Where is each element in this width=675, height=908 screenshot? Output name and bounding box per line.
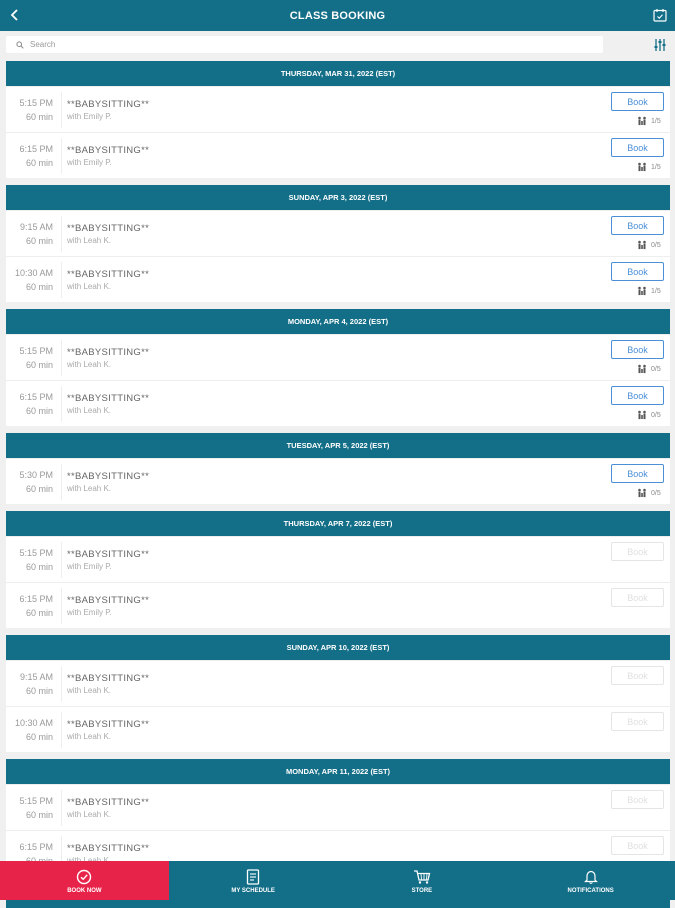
people-icon <box>636 487 648 499</box>
class-row <box>6 458 670 504</box>
row-divider <box>61 262 62 298</box>
row-divider <box>61 790 62 826</box>
class-name: **BABYSITTING** <box>67 595 150 606</box>
day-section <box>6 759 670 876</box>
class-row <box>6 536 670 582</box>
day-section <box>6 185 670 302</box>
row-divider <box>61 138 62 174</box>
calendar-button[interactable] <box>651 6 669 24</box>
book-button[interactable]: Book <box>611 386 664 405</box>
row-divider <box>61 542 62 578</box>
bottom-nav <box>0 861 675 900</box>
capacity-count: 0/5 <box>651 489 661 497</box>
book-button[interactable]: Book <box>611 790 664 809</box>
day-header: TUESDAY, APR 5, 2022 (EST) <box>6 433 670 458</box>
class-name: **BABYSITTING** <box>67 223 150 234</box>
nav-label: STORE <box>411 887 433 894</box>
class-name: **BABYSITTING** <box>67 549 150 560</box>
class-row <box>6 132 670 178</box>
class-row <box>6 86 670 132</box>
page-title: CLASS BOOKING <box>289 9 386 22</box>
class-instructor: with Emily P. <box>67 562 112 571</box>
book-button[interactable]: Book <box>611 138 664 157</box>
class-time: 10:30 AM <box>14 718 53 728</box>
nav-label: NOTIFICATIONS <box>567 887 614 894</box>
capacity-indicator <box>636 363 661 375</box>
book-button[interactable]: Book <box>611 262 664 281</box>
search-icon <box>12 37 28 53</box>
people-icon <box>636 115 648 127</box>
filter-sliders-icon <box>653 38 667 52</box>
bell-icon <box>582 868 600 886</box>
row-divider <box>61 666 62 702</box>
class-duration: 60 min <box>25 112 53 122</box>
day-header: MONDAY, APR 11, 2022 (EST) <box>6 759 670 784</box>
capacity-indicator <box>636 409 661 421</box>
class-time: 5:15 PM <box>19 548 53 558</box>
capacity-indicator <box>636 239 661 251</box>
filter-button[interactable] <box>650 36 670 53</box>
day-section <box>6 61 670 178</box>
class-time: 9:15 AM <box>19 672 53 682</box>
day-section <box>6 511 670 628</box>
header-bar <box>0 0 675 31</box>
class-instructor: with Emily P. <box>67 112 112 121</box>
class-time: 5:15 PM <box>19 98 53 108</box>
class-time: 10:30 AM <box>14 268 53 278</box>
row-divider <box>61 92 62 128</box>
search-input[interactable] <box>30 40 590 49</box>
capacity-count: 1/5 <box>651 163 661 171</box>
class-row <box>6 660 670 706</box>
book-button[interactable]: Book <box>611 836 664 855</box>
class-time: 6:15 PM <box>19 144 53 154</box>
day-header: THURSDAY, MAR 31, 2022 (EST) <box>6 61 670 86</box>
class-duration: 60 min <box>25 686 53 696</box>
class-instructor: with Leah K. <box>67 236 112 245</box>
class-name: **BABYSITTING** <box>67 843 150 854</box>
row-divider <box>61 712 62 748</box>
class-instructor: with Leah K. <box>67 686 112 695</box>
capacity-count: 1/5 <box>651 287 661 295</box>
class-name: **BABYSITTING** <box>67 393 150 404</box>
class-row <box>6 784 670 830</box>
class-time: 6:15 PM <box>19 842 53 852</box>
class-time: 9:15 AM <box>19 222 53 232</box>
class-duration: 60 min <box>25 484 53 494</box>
class-duration: 60 min <box>25 236 53 246</box>
row-divider <box>61 588 62 624</box>
class-duration: 60 min <box>25 360 53 370</box>
class-duration: 60 min <box>25 282 53 292</box>
class-name: **BABYSITTING** <box>67 673 150 684</box>
book-button[interactable]: Book <box>611 340 664 359</box>
book-button[interactable]: Book <box>611 588 664 607</box>
capacity-count: 0/5 <box>651 411 661 419</box>
class-time: 6:15 PM <box>19 392 53 402</box>
people-icon <box>636 239 648 251</box>
class-row <box>6 256 670 302</box>
class-name: **BABYSITTING** <box>67 719 150 730</box>
people-icon <box>636 285 648 297</box>
nav-book-now[interactable] <box>0 861 169 900</box>
nav-label: MY SCHEDULE <box>231 887 275 894</box>
chevron-left-icon <box>10 9 20 21</box>
nav-my-schedule[interactable] <box>169 861 338 900</box>
capacity-indicator <box>636 487 661 499</box>
class-instructor: with Leah K. <box>67 282 112 291</box>
class-instructor: with Leah K. <box>67 484 112 493</box>
capacity-count: 0/5 <box>651 365 661 373</box>
book-button[interactable]: Book <box>611 712 664 731</box>
nav-label: BOOK NOW <box>67 887 102 894</box>
class-row <box>6 582 670 628</box>
class-row <box>6 334 670 380</box>
day-header: SUNDAY, APR 10, 2022 (EST) <box>6 635 670 660</box>
class-time: 5:15 PM <box>19 796 53 806</box>
class-duration: 60 min <box>25 732 53 742</box>
day-section <box>6 635 670 752</box>
class-duration: 60 min <box>25 562 53 572</box>
search-bar <box>6 36 603 53</box>
class-name: **BABYSITTING** <box>67 471 150 482</box>
class-list[interactable] <box>6 61 670 858</box>
people-icon <box>636 409 648 421</box>
book-button[interactable]: Book <box>611 542 664 561</box>
capacity-indicator <box>636 285 661 297</box>
class-row <box>6 706 670 752</box>
people-icon <box>636 363 648 375</box>
class-instructor: with Emily P. <box>67 608 112 617</box>
class-name: **BABYSITTING** <box>67 145 150 156</box>
class-instructor: with Leah K. <box>67 406 112 415</box>
capacity-count: 0/5 <box>651 241 661 249</box>
row-divider <box>61 340 62 376</box>
class-instructor: with Emily P. <box>67 158 112 167</box>
book-button[interactable]: Book <box>611 464 664 483</box>
capacity-count: 1/5 <box>651 117 661 125</box>
row-divider <box>61 216 62 252</box>
class-instructor: with Leah K. <box>67 732 112 741</box>
class-name: **BABYSITTING** <box>67 797 150 808</box>
class-instructor: with Leah K. <box>67 810 112 819</box>
class-name: **BABYSITTING** <box>67 347 150 358</box>
class-instructor: with Leah K. <box>67 360 112 369</box>
back-button[interactable] <box>6 6 24 24</box>
people-icon <box>636 161 648 173</box>
schedule-icon <box>244 868 262 886</box>
row-divider <box>61 386 62 422</box>
nav-store[interactable] <box>338 861 507 900</box>
class-duration: 60 min <box>25 810 53 820</box>
book-button[interactable]: Book <box>611 92 664 111</box>
day-header: THURSDAY, APR 7, 2022 (EST) <box>6 511 670 536</box>
class-time: 5:30 PM <box>19 470 53 480</box>
check-circle-icon <box>75 868 93 886</box>
book-button[interactable]: Book <box>611 666 664 685</box>
class-duration: 60 min <box>25 158 53 168</box>
cart-icon <box>413 868 431 886</box>
class-duration: 60 min <box>25 608 53 618</box>
class-name: **BABYSITTING** <box>67 269 150 280</box>
class-duration: 60 min <box>25 406 53 416</box>
row-divider <box>61 464 62 500</box>
class-row <box>6 210 670 256</box>
class-row <box>6 380 670 426</box>
capacity-indicator <box>636 161 661 173</box>
day-header: SUNDAY, APR 3, 2022 (EST) <box>6 185 670 210</box>
nav-notifications[interactable] <box>506 861 675 900</box>
calendar-check-icon <box>653 8 667 22</box>
day-header: MONDAY, APR 4, 2022 (EST) <box>6 309 670 334</box>
class-name: **BABYSITTING** <box>67 99 150 110</box>
capacity-indicator <box>636 115 661 127</box>
class-time: 6:15 PM <box>19 594 53 604</box>
day-section <box>6 433 670 504</box>
class-time: 5:15 PM <box>19 346 53 356</box>
day-section <box>6 309 670 426</box>
book-button[interactable]: Book <box>611 216 664 235</box>
